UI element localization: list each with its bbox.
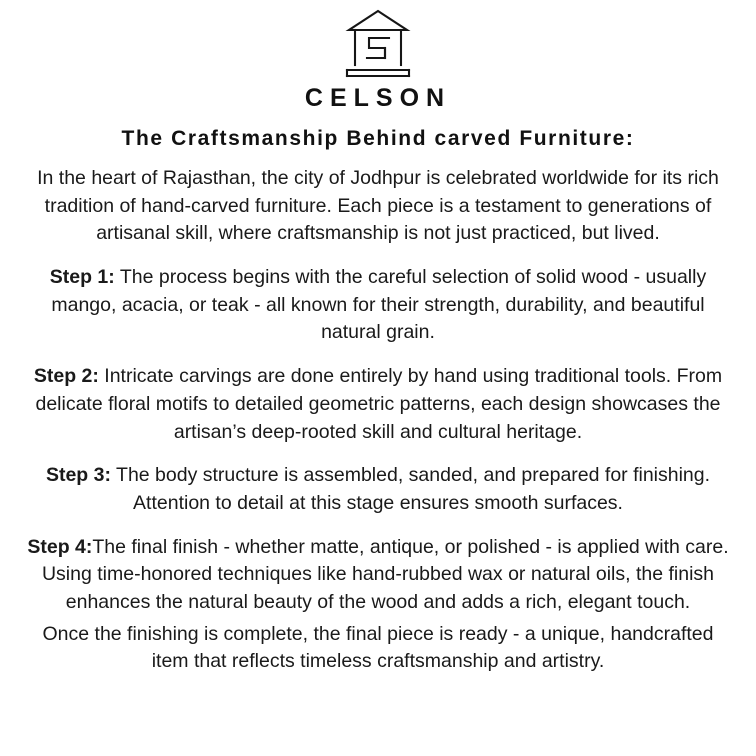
step-1-paragraph (22, 264, 734, 347)
page-title: The Craftsmanship Behind carved Furniture: (121, 127, 635, 150)
step-4-label: Step 4: (27, 535, 93, 558)
step-3-text: The body structure is assembled, sanded, and prepared for finishing. Attention to detail at this stage ensures smooth surfaces. (110, 464, 711, 514)
step-3-paragraph (22, 462, 734, 517)
step-1-text: The process begins with the careful selection of solid wood - usually mango, acacia, or teak - all known for their strength, durability, and beautiful natural grain. (51, 266, 707, 344)
brand-name: CELSON (304, 84, 452, 112)
step-2-paragraph (22, 363, 734, 446)
step-1-label: Step 1: (49, 266, 115, 289)
step-2-label: Step 2: (33, 365, 99, 388)
step-4-paragraph (22, 534, 734, 617)
article-body (22, 165, 734, 676)
celson-house-monogram-icon (335, 8, 421, 82)
step-4-text: The final finish - whether matte, antique, or polished - is applied with care. Using time-honored techniques like hand-rubbed wax or natural oils, the finish enhances the natural beauty of the wood and adds a rich, elegant touch. (41, 535, 729, 613)
closing-paragraph: Once the finishing is complete, the final piece is ready - a unique, handcrafted item that reflects timeless craftsmanship and artistry. (42, 622, 714, 673)
step-3-label: Step 3: (45, 464, 111, 487)
intro-paragraph: In the heart of Rajasthan, the city of Jodhpur is celebrated worldwide for its rich tradition of hand-carved furniture. Each piece is a testament to generations of artisanal skill, where craftsmanship is not just practiced, but lived. (37, 167, 719, 245)
step-2-text: Intricate carvings are done entirely by hand using traditional tools. From delicate floral motifs to detailed geometric patterns, each design showcases the artisan’s deep-rooted skill and cultural heritage. (35, 365, 723, 443)
brand-logo (335, 8, 421, 82)
